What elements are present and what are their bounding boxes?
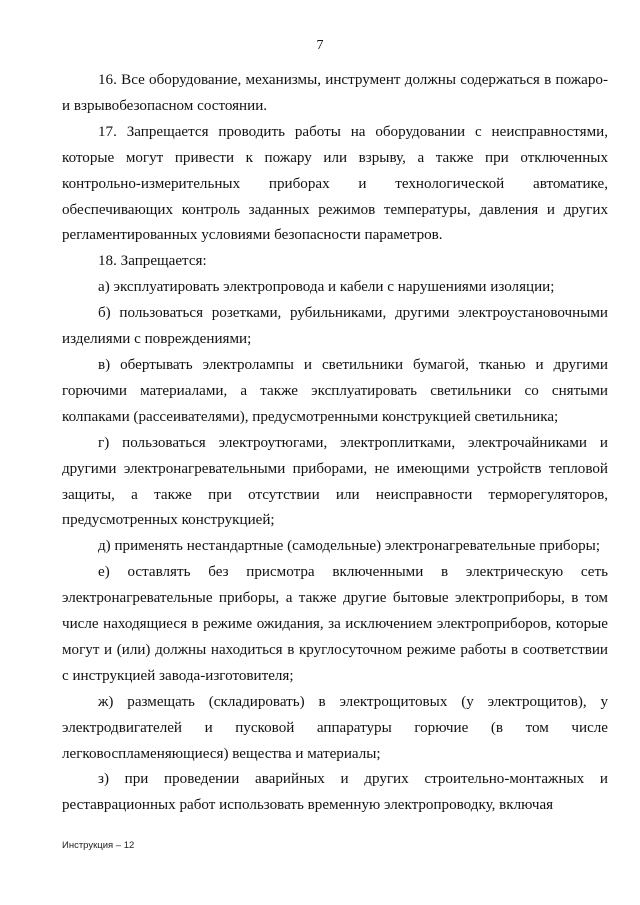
footer-label: Инструкция – 12 — [62, 840, 135, 851]
item-b: б) пользоваться розетками, рубильниками, другими электроустановочными изделиями с повреждениями; — [62, 305, 608, 348]
item-v: в) обертывать электролампы и светильники бумагой, тканью и другими горючими материалами, а также эксплуатировать светильники со снятыми колпаками (рассеивателями), предусмотренными конструкцией светильника; — [62, 356, 608, 425]
item-e: е) оставлять без присмотра включенными в электрическую сеть электронагревательные приборы, а также другие бытовые электроприборы, в том числе находящиеся в режиме ожидания, за исключением электроприборов, которые могут и (или) должны находиться в круглосуточном режиме работы в соответствии с инструкцией завода-изготовителя; — [62, 564, 608, 684]
item-z: з) при проведении аварийных и других строительно-монтажных и реставрационных работ использовать временную электропроводку, включая — [62, 771, 608, 814]
document-body — [62, 68, 608, 819]
item-zh: ж) размещать (складировать) в электрощитовых (у электрощитов), у электродвигателей и пусковой аппаратуры горючие (в том числе легковоспламеняющиеся) вещества и материалы; — [62, 693, 608, 762]
item-d: д) применять нестандартные (самодельные) электронагревательные приборы; — [98, 538, 601, 555]
page-number: 7 — [316, 38, 324, 53]
item-a: а) эксплуатировать электропровода и кабели с нарушениями изоляции; — [98, 279, 555, 296]
paragraph-18: 18. Запрещается: — [98, 253, 207, 270]
paragraph-17: 17. Запрещается проводить работы на оборудовании с неисправностями, которые могут привести к пожару или взрыву, а также при отключенных контрольно-измерительных приборах и технологической автоматике, обеспечивающих контроль заданных режимов температуры, давления и других регламентированных условиями безопасности параметров. — [62, 123, 608, 244]
paragraph-16: 16. Все оборудование, механизмы, инструмент должны содержаться в пожаро- и взрывобезопасном состоянии. — [62, 72, 608, 114]
item-g: г) пользоваться электроутюгами, электроплитками, электрочайниками и другими электронагревательными приборами, не имеющими устройств тепловой защиты, а также при отсутствии или неисправности терморегуляторов, предусмотренных конструкцией; — [62, 434, 608, 529]
